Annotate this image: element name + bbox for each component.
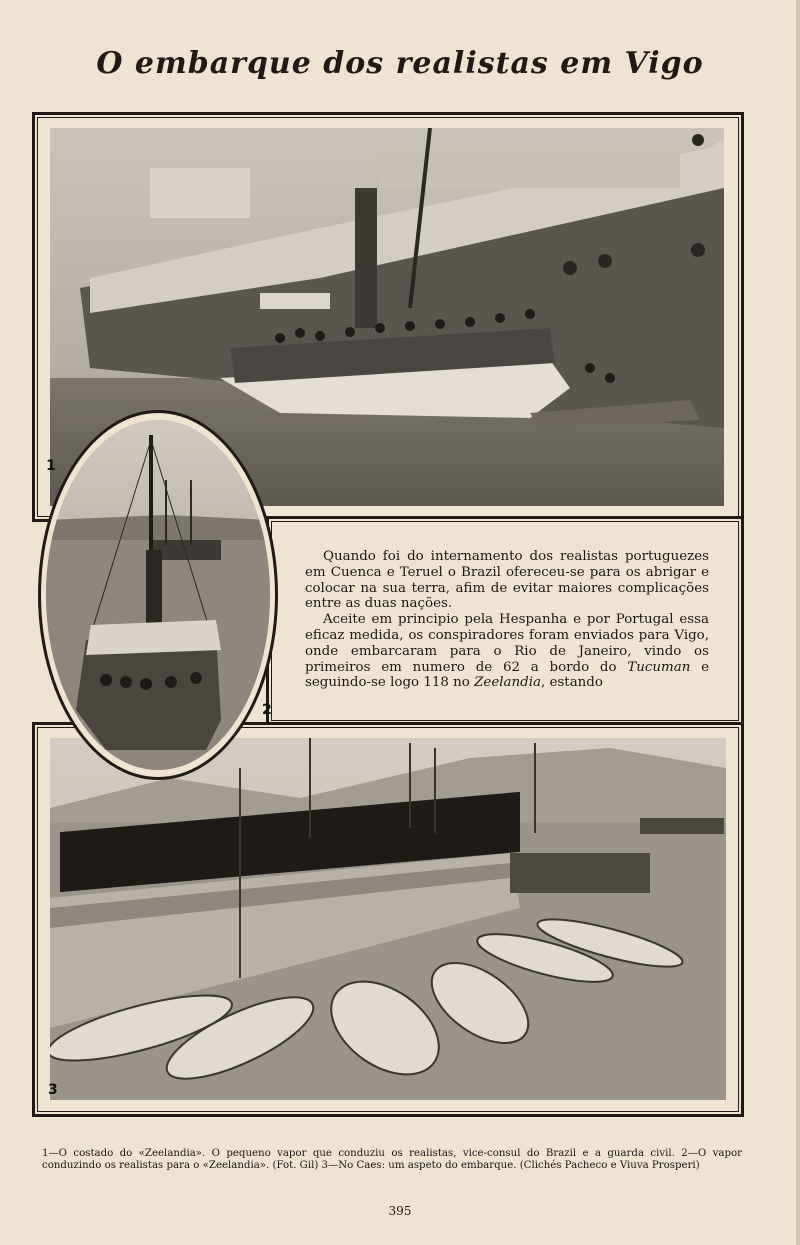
article-paragraph-2-middle: e seguindo-se logo 118 no [305,659,709,691]
page-title: O embarque dos realistas em Vigo [96,46,704,81]
ship-name-zeelandia: Zeelandia [474,675,541,691]
page-edge [796,0,800,1245]
photo-2-steamer [46,420,270,770]
article-paragraph-2-end: , estando [541,675,603,691]
article-paragraph-2 [305,612,709,691]
photo-3-quay-crowd [50,738,726,1100]
ship-name-tucuman: Tucuman [627,659,691,675]
photo-caption: 1—O costado do «Zeelandia». O pequeno vapor que conduziu os realistas, vice-consul do Brazil e a guarda civil. 2—O vapor conduzindo os realistas para o «Zeelandia». (Fot. Gil) 3—No Caes: um aspeto do embarque. (Clichés Pacheco e Viuva Prosperi) [42,1148,742,1171]
photo-1-number: 1 [46,458,56,474]
article-paragraph-2-start: Aceite em principio pela Hespanha e por Portugal essa eficaz medida, os conspiradores foram enviados para Vigo, onde embarcaram para o Rio de Janeiro, vindo os primeiros em numero de 62 a bordo do [305,612,709,675]
photo-3-number: 3 [48,1082,58,1098]
article-text [305,549,709,691]
photo-2-number: 2 [262,702,272,718]
page-number: 395 [388,1204,412,1218]
article-paragraph-1: Quando foi do internamento dos realistas portuguezes em Cuenca e Teruel o Brazil ofereceu-se para os abrigar e colocar na sua terra, afim de evitar maiores complicações entre as duas nações. [305,549,709,612]
